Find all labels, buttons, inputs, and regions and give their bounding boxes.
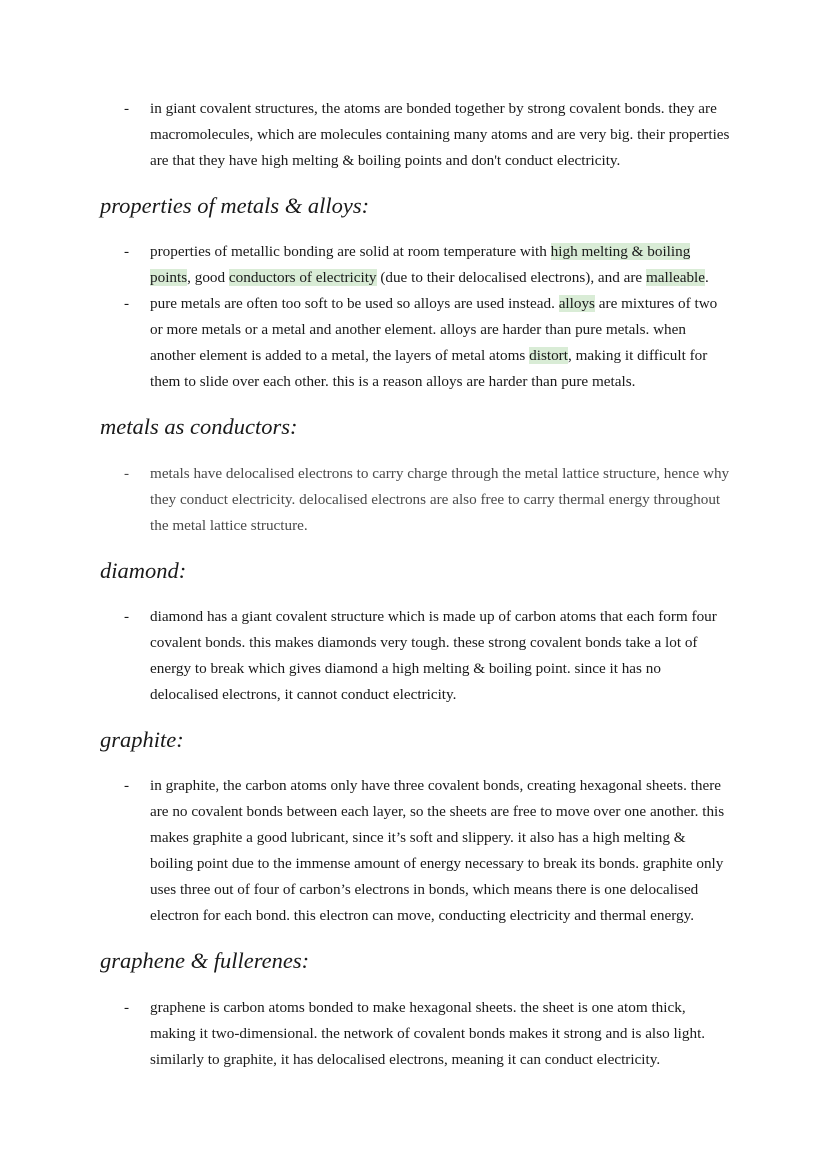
diamond-bullet-list	[0, 604, 828, 708]
section-heading-metals-alloys: properties of metals & alloys:	[100, 193, 370, 218]
list-item	[0, 96, 730, 174]
highlighted-term: alloys	[558, 295, 595, 313]
bullet-text: graphene is carbon atoms bonded to make hexagonal sheets. the sheet is one atom thick, making it two-dimensional. the network of covalent bonds makes it strong and is also light. similarly to graphite, it has delocalised electrons, meaning it can conduct electricity.	[150, 999, 706, 1069]
intro-bullet-list	[0, 96, 828, 174]
section-heading-conductors: metals as conductors:	[100, 414, 298, 439]
section-heading-graphene: graphene & fullerenes:	[100, 948, 310, 973]
bullet-text-part: , good	[187, 269, 229, 287]
section-heading-diamond: diamond:	[100, 558, 187, 583]
list-item	[0, 461, 730, 539]
bullet-dash: -	[124, 608, 130, 625]
section-heading-graphite: graphite:	[100, 727, 184, 752]
bullet-dash: -	[124, 999, 130, 1016]
list-item	[0, 995, 730, 1073]
bullet-text: in giant covalent structures, the atoms are bonded together by strong covalent bonds. they are macromolecules, which are molecules containing many atoms and are very big. their properties are that they have high melting & boiling points and don't conduct electricity.	[150, 100, 730, 170]
list-item	[0, 773, 730, 930]
bullet-dash: -	[124, 295, 130, 313]
highlighted-term: distort	[529, 347, 568, 365]
bullet-text-part: are mixtures of two or more metals or a metal and another element. alloys are harder than pure metals. when another element is added to a metal, the layers of metal atoms	[150, 295, 718, 365]
conductors-bullet-list	[0, 461, 828, 539]
graphite-bullet-list	[0, 773, 828, 930]
bullet-text: in graphite, the carbon atoms only have three covalent bonds, creating hexagonal sheets. there are no covalent bonds between each layer, so the sheets are free to move over one another. this makes graphite a good lubricant, since it’s soft and slippery. it also has a high melting & boiling point due to the immense amount of energy necessary to break its bonds. graphite only uses three out of four of carbon’s electrons in bonds, which means there is one delocalised electron for each bond. this electron can move, conducting electricity and thermal energy.	[150, 777, 725, 925]
bullet-text-part: (due to their delocalised electrons), and are	[376, 269, 646, 287]
list-item	[0, 291, 730, 395]
highlighted-term: conductors of electricity	[228, 269, 377, 287]
bullet-text-part: pure metals are often too soft to be used so alloys are used instead.	[150, 295, 559, 313]
bullet-text-part: .	[705, 269, 709, 287]
graphene-bullet-list	[0, 995, 828, 1073]
bullet-text-part: , making it difficult for them to slide over each other. this is a reason alloys are harder than pure metals.	[150, 347, 708, 391]
bullet-text-part: properties of metallic bonding are solid at room temperature with	[150, 243, 551, 260]
bullet-text: diamond has a giant covalent structure which is made up of carbon atoms that each form four covalent bonds. this makes diamonds very tough. these strong covalent bonds take a lot of energy to break which gives diamond a high melting & boiling point. since it has no delocalised electrons, it cannot conduct electricity.	[150, 608, 717, 704]
list-item	[0, 239, 730, 291]
bullet-text: metals have delocalised electrons to carry charge through the metal lattice structure, hence why they conduct electricity. delocalised electrons are also free to carry thermal energy throughout the metal lattice structure.	[150, 465, 730, 535]
highlighted-term: malleable	[645, 269, 706, 287]
metals-alloys-bullet-list	[0, 239, 828, 396]
bullet-dash: -	[124, 243, 130, 260]
bullet-dash: -	[124, 100, 130, 117]
bullet-dash: -	[124, 465, 130, 482]
highlighted-term: high melting & boiling points	[150, 243, 691, 287]
bullet-dash: -	[124, 777, 130, 794]
list-item	[0, 604, 730, 708]
